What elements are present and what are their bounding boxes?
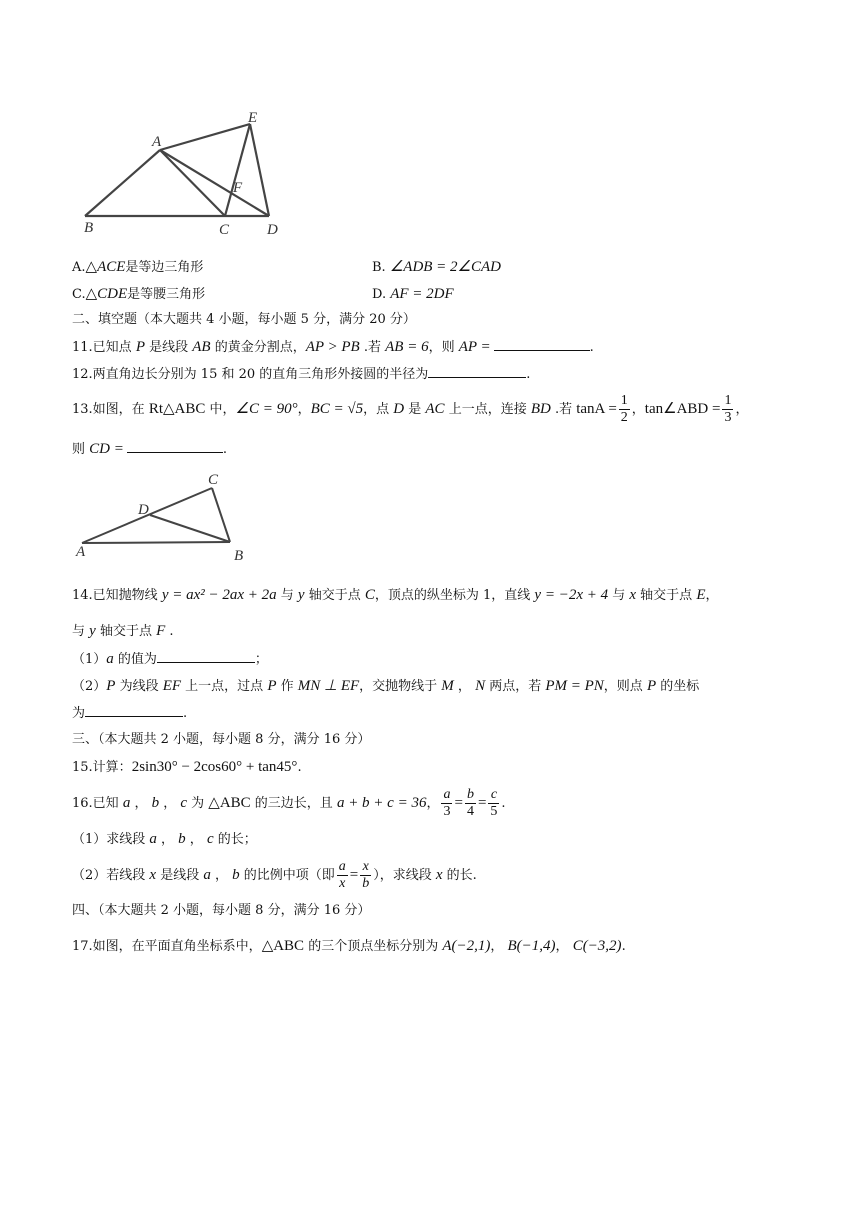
fraction: $\frac{a}{x}$ xyxy=(338,859,346,891)
question-16-part-2: （2）若线段 x 是线段 a ， b 的比例中项（即 $\frac{a}{x}$ = $\frac{x}{b}$ ），求线段 x 的长. xyxy=(72,859,477,891)
answer-blank[interactable] xyxy=(428,365,526,378)
label-D: D xyxy=(267,222,278,238)
fraction: $\frac{c}{5}$ xyxy=(490,787,498,819)
section-4-header: 四、（本大题共 2 小题，每小题 8 分，满分 16 分） xyxy=(72,903,371,918)
figure-triangle-abc xyxy=(72,468,262,568)
fraction: $\frac{x}{b}$ xyxy=(362,859,370,891)
figure-triangle-acde xyxy=(80,100,310,240)
question-16-part-1: （1）求线段 a ， b ， c 的长； xyxy=(72,831,257,847)
answer-blank[interactable] xyxy=(157,650,255,663)
label-B: B xyxy=(84,220,94,236)
fraction: $\frac{1}{2}$ xyxy=(620,393,628,425)
label-D: D xyxy=(138,502,149,518)
question-14-part-2: （2）P 为线段 EF 上一点，过点 P 作 MN ⊥ EF，交抛物线于 M ， N 两点，若 PM = PN，则点 P 的坐标 xyxy=(72,678,700,694)
label-E: E xyxy=(248,110,258,126)
fraction: $\frac{1}{3}$ xyxy=(724,393,732,425)
section-3-header: 三、（本大题共 2 小题，每小题 8 分，满分 16 分） xyxy=(72,732,371,747)
option-b: B. ∠ADB = 2∠CAD xyxy=(372,259,502,275)
fraction: $\frac{a}{3}$ xyxy=(443,787,451,819)
question-17: 17.如图，在平面直角坐标系中，△ABC 的三个顶点坐标分别为 A(−2,1)， B(−1,4)， C(−3,2). xyxy=(72,938,626,954)
option-d: D. AF = 2DF xyxy=(372,286,454,302)
question-13: 13.如图，在 Rt△ABC 中，∠C = 90°，BC = √5，点 D 是 AC 上一点，连接 BD .若 tanA = $\frac{1}{2}$ ，tan∠ABD = $\frac{1}{3}$ ， xyxy=(72,393,749,425)
label-A: A xyxy=(152,134,162,150)
label-C: C xyxy=(208,472,219,488)
question-14-part-2-line-2: 为 . xyxy=(72,706,188,721)
answer-blank[interactable] xyxy=(127,440,223,453)
label-A: A xyxy=(76,544,86,560)
question-13-line-2: 则 CD = . xyxy=(72,441,227,457)
question-16: 16.已知 a ， b ， c 为 △ABC 的三边长，且 a + b + c = 36， $\frac{a}{3}$ = $\frac{b}{4}$ = $\frac{c}{5}$ . xyxy=(72,787,506,819)
question-14-part-1: （1）a 的值为 ； xyxy=(72,651,268,667)
question-14-line-2: 与 y 轴交于点 F . xyxy=(72,623,174,639)
answer-blank[interactable] xyxy=(85,704,183,717)
question-12: 12.两直角边长分别为 15 和 20 的直角三角形外接圆的半径为 . xyxy=(72,367,531,382)
option-c: C.△CDE是等腰三角形 xyxy=(72,286,206,302)
label-C: C xyxy=(219,222,230,238)
question-11: 11.已知点 P 是线段 AB 的黄金分割点，AP > PB .若 AB = 6，则 AP = . xyxy=(72,339,594,355)
question-15: 15.计算：2sin30° − 2cos60° + tan45°. xyxy=(72,759,302,775)
label-F: F xyxy=(233,180,243,196)
option-a: A.△ACE是等边三角形 xyxy=(72,259,204,275)
fraction: $\frac{b}{4}$ xyxy=(466,787,474,819)
question-14: 14.已知抛物线 y = ax² − 2ax + 2a 与 y 轴交于点 C，顶点的纵坐标为 1，直线 y = −2x + 4 与 x 轴交于点 E， xyxy=(72,587,719,603)
label-B: B xyxy=(234,548,244,564)
section-2-header: 二、填空题（本大题共 4 小题，每小题 5 分，满分 20 分） xyxy=(72,312,416,327)
answer-blank[interactable] xyxy=(494,338,590,351)
